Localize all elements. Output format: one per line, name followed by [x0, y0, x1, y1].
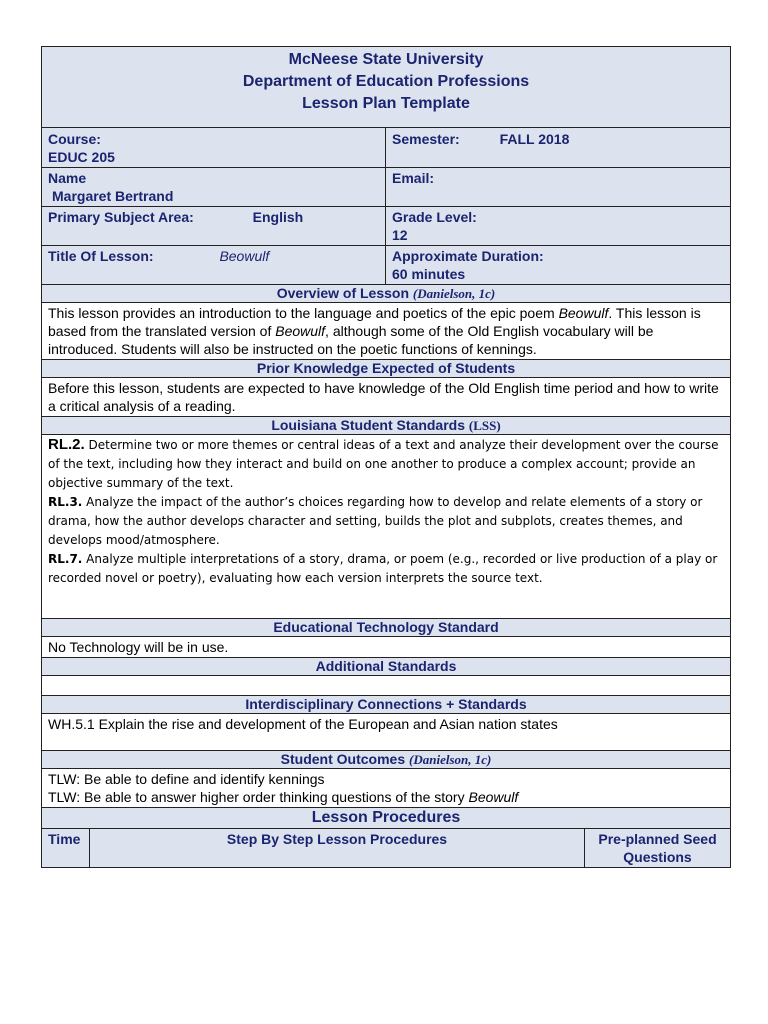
lesson-title-label: Title Of Lesson:	[48, 248, 154, 264]
standard-text: Analyze multiple interpretations of a story, drama, or poem (e.g., recorded or live production of a play or recorded novel or poetry), evaluating how each version interprets the source text.	[48, 552, 718, 585]
grade-label: Grade Level:	[392, 209, 477, 225]
duration-cell	[386, 246, 731, 285]
lesson-title-cell	[42, 246, 386, 285]
edtech-body: No Technology will be in use.	[42, 637, 731, 658]
standard-item	[48, 493, 724, 550]
name-value: Margaret Bertrand	[52, 188, 174, 204]
overview-heading	[42, 285, 731, 303]
outcomes-heading-text: Student Outcomes	[280, 751, 406, 767]
standards-heading	[42, 417, 731, 435]
template-title: Lesson Plan Template	[302, 95, 470, 112]
email-label: Email:	[392, 170, 435, 186]
course-cell	[42, 128, 386, 168]
standards-body	[42, 435, 731, 619]
name-label: Name	[48, 170, 87, 186]
procedures-heading: Lesson Procedures	[42, 808, 731, 829]
duration-label: Approximate Duration:	[392, 248, 544, 264]
outcome-text: TLW: Be able to answer higher order thinking questions of the story	[48, 789, 469, 805]
procedures-col-questions: Pre-planned Seed Questions	[585, 829, 731, 868]
prior-knowledge-heading: Prior Knowledge Expected of Students	[42, 360, 731, 378]
lesson-title-value: Beowulf	[219, 248, 270, 264]
grade-value: 12	[392, 227, 408, 243]
semester-label: Semester:	[392, 131, 460, 147]
outcome-text-em: Beowulf	[468, 789, 519, 805]
overview-text-1: This lesson provides an introduction to the language and poetics of the epic poem	[48, 305, 559, 321]
overview-text-3: , although some of the Old English vocabulary will be introduced. Students will also be instructed on the poetic functions of kennings.	[48, 323, 654, 357]
university-name: McNeese State University	[288, 51, 484, 68]
course-label: Course:	[48, 131, 101, 147]
grade-cell	[386, 207, 731, 246]
email-cell	[386, 168, 731, 207]
edtech-heading: Educational Technology Standard	[42, 619, 731, 637]
outcomes-body	[42, 769, 731, 808]
standard-text: Analyze the impact of the author’s choices regarding how to develop and relate elements of a story or drama, how the author develops character and setting, builds the plot and subplots, creates themes, and develops mood/atmosphere.	[48, 495, 703, 547]
overview-text-em-1: Beowulf	[558, 305, 609, 321]
interdisciplinary-heading: Interdisciplinary Connections + Standards	[42, 696, 731, 714]
outcomes-citation: (Danielson, 1c)	[409, 752, 492, 767]
procedures-col-steps: Step By Step Lesson Procedures	[90, 829, 585, 868]
outcome-item: TLW: Be able to define and identify kennings	[48, 771, 325, 787]
subject-cell	[42, 207, 386, 246]
standards-heading-text: Louisiana Student Standards	[271, 417, 466, 433]
duration-value: 60 minutes	[392, 266, 466, 282]
procedures-col-time: Time	[42, 829, 90, 868]
overview-text-2: . This lesson is based from the translated version of	[48, 305, 701, 339]
document-header	[42, 47, 731, 128]
prior-knowledge-body: Before this lesson, students are expected to have knowledge of the Old English time period and how to write a critical analysis of a reading.	[42, 378, 731, 417]
additional-standards-heading: Additional Standards	[42, 658, 731, 676]
course-value: EDUC 205	[48, 149, 115, 165]
department-name: Department of Education Professions	[242, 73, 530, 90]
standard-code: RL.7.	[48, 552, 83, 566]
semester-value: FALL 2018	[499, 131, 570, 147]
standard-code: RL.3.	[48, 495, 83, 509]
semester-cell	[386, 128, 731, 168]
standard-text: Determine two or more themes or central ideas of a text and analyze their development over the course of the text, including how they interact and build on one another to produce a complex account; provide an objective summary of the text.	[48, 438, 719, 490]
overview-heading-text: Overview of Lesson	[276, 285, 410, 301]
lesson-plan-table	[41, 46, 731, 868]
interdisciplinary-body: WH.5.1 Explain the rise and development of the European and Asian nation states	[42, 714, 731, 751]
standards-abbr: (LSS)	[468, 418, 501, 433]
overview-citation: (Danielson, 1c)	[412, 286, 496, 301]
standard-item	[48, 550, 724, 588]
outcome-item	[48, 788, 724, 806]
additional-standards-body	[42, 676, 731, 696]
subject-value: English	[252, 209, 304, 225]
subject-label: Primary Subject Area:	[48, 209, 194, 225]
overview-body	[42, 303, 731, 360]
standard-code: RL.2.	[48, 436, 85, 453]
overview-text-em-2: Beowulf	[275, 323, 326, 339]
outcomes-heading	[42, 751, 731, 769]
standard-item	[48, 435, 724, 493]
name-cell	[42, 168, 386, 207]
